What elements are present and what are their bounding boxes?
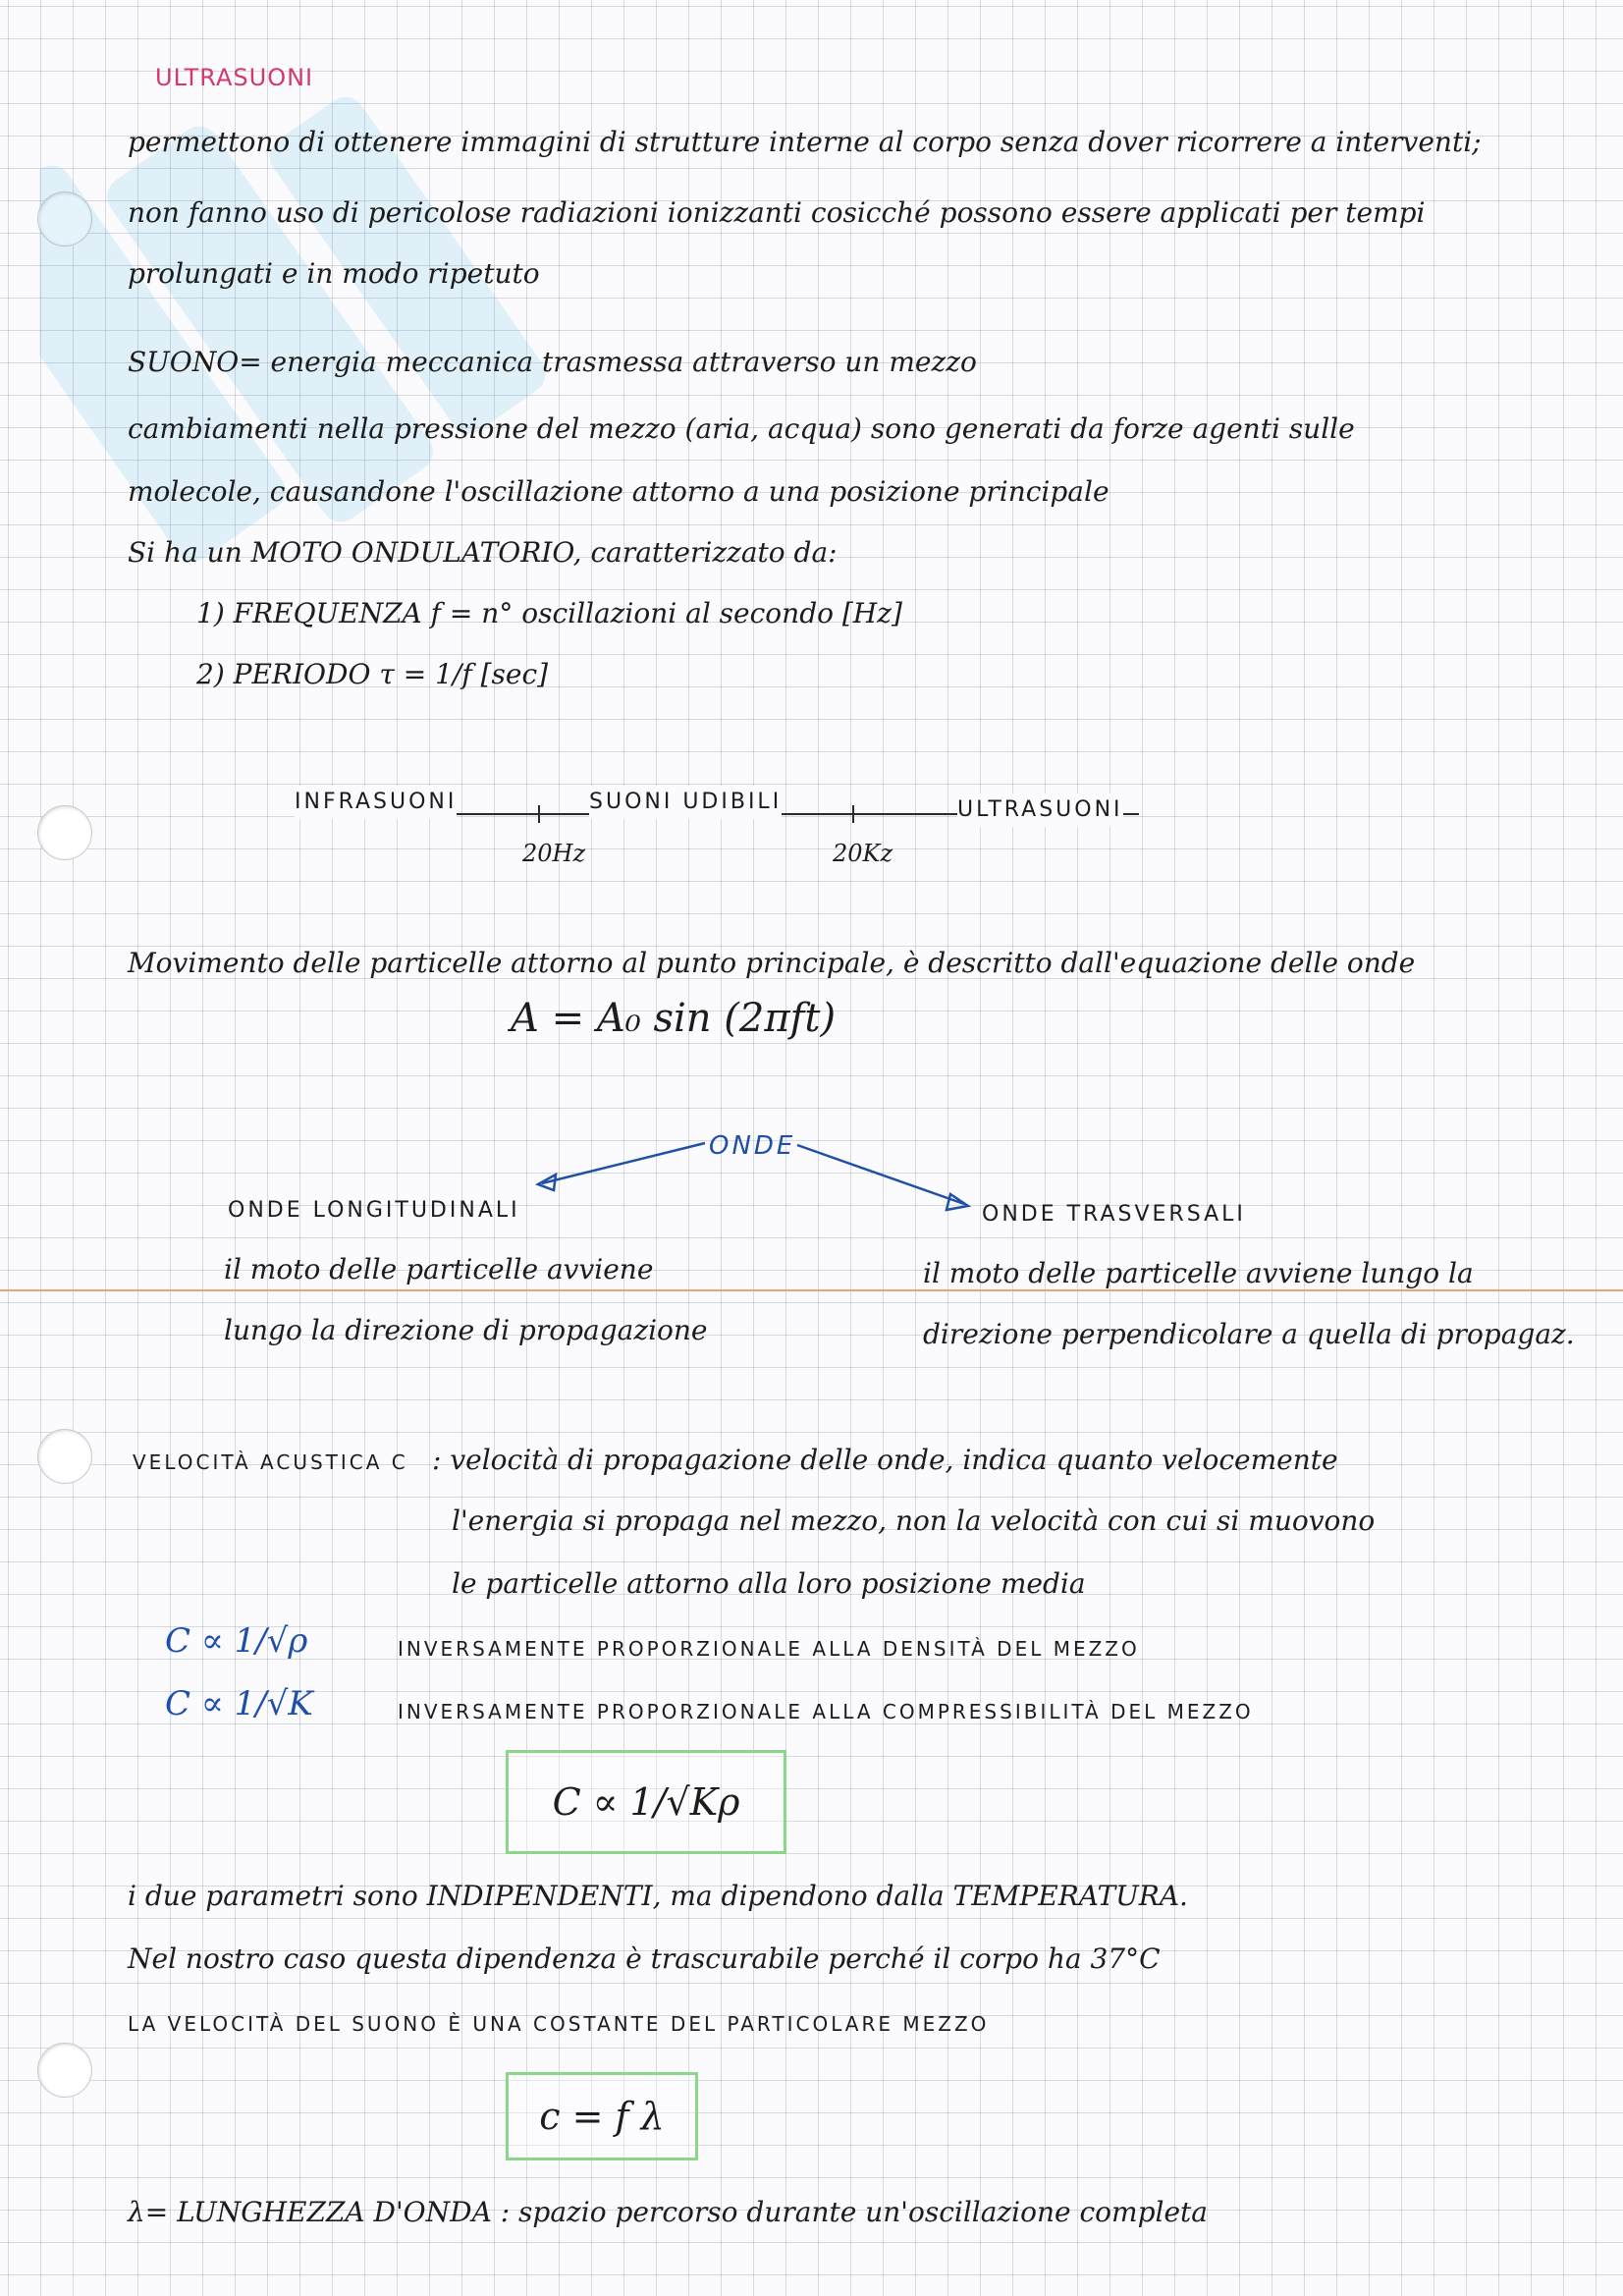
params-line-2: Nel nostro caso questa dipendenza è trascurabile perché il corpo ha 37°C — [128, 1942, 1161, 1975]
velocity-desc-3: le particelle attorno alla loro posizione media — [452, 1567, 1086, 1600]
intro-line-1: permettono di ottenere immagini di strutture interne al corpo senza dover ricorrere a interventi; — [128, 126, 1482, 158]
longitudinal-line-2: lungo la direzione di propagazione — [224, 1314, 708, 1346]
sound-line-3: molecole, causandone l'oscillazione attorno a una posizione principale — [128, 475, 1109, 508]
wavelength-formula-box: c = f λ — [506, 2072, 698, 2160]
transversal-line-2: direzione perpendicolare a quella di propagaz. — [923, 1318, 1575, 1350]
period-item: 2) PERIODO τ = 1/f [sec] — [196, 658, 549, 690]
params-line-3: LA VELOCITÀ DEL SUONO È UNA COSTANTE DEL PARTICOLARE MEZZO — [128, 2012, 990, 2036]
sound-definition: SUONO= energia meccanica trasmessa attraverso un mezzo — [128, 346, 977, 378]
velocity-formula-box: C ∝ 1/√Kρ — [506, 1750, 786, 1854]
intro-line-3: prolungati e in modo ripetuto — [128, 257, 540, 290]
params-line-1: i due parametri sono INDIPENDENTI, ma dipendono dalla TEMPERATURA. — [128, 1880, 1188, 1912]
wave-equation: A = A₀ sin (2πft) — [511, 996, 837, 1041]
compressibility-proportion: C ∝ 1/√K — [165, 1684, 313, 1723]
density-proportion-text: INVERSAMENTE PROPORZIONALE ALLA DENSITÀ DEL MEZZO — [398, 1637, 1140, 1661]
density-proportion: C ∝ 1/√ρ — [165, 1621, 308, 1661]
sound-line-2: cambiamenti nella pressione del mezzo (aria, acqua) sono generati da forze agenti sulle — [128, 412, 1355, 445]
velocity-label: VELOCITÀ ACUSTICA C — [133, 1450, 408, 1474]
spectrum-infrasound: INFRASUONI — [295, 786, 457, 819]
transversal-title: ONDE TRASVERSALI — [982, 1202, 1246, 1227]
transversal-line-1: il moto delle particelle avviene lungo la — [923, 1257, 1474, 1289]
waves-root-label: ONDE — [709, 1131, 796, 1161]
spectrum-ultrasound: ULTRASUONI — [957, 793, 1123, 827]
intro-line-2: non fanno uso di pericolose radiazioni ionizzanti cosicché possono essere applicati per tempi — [128, 196, 1426, 229]
spectrum-high-label: 20Kz — [833, 840, 893, 867]
motion-description: Movimento delle particelle attorno al punto principale, è descritto dall'equazione delle onde — [128, 947, 1416, 979]
wavelength-definition: λ= LUNGHEZZA D'ONDA : spazio percorso durante un'oscillazione completa — [128, 2196, 1208, 2228]
sound-line-4: Si ha un MOTO ONDULATORIO, caratterizzato da: — [128, 536, 838, 569]
frequency-item: 1) FREQUENZA f = n° oscillazioni al secondo [Hz] — [196, 597, 902, 629]
page-title: ULTRASUONI — [155, 64, 314, 91]
longitudinal-line-1: il moto delle particelle avviene — [224, 1253, 654, 1285]
compressibility-proportion-text: INVERSAMENTE PROPORZIONALE ALLA COMPRESSIBILITÀ DEL MEZZO — [398, 1700, 1254, 1723]
velocity-desc-2: l'energia si propaga nel mezzo, non la velocità con cui si muovono — [452, 1504, 1376, 1537]
spectrum-low-label: 20Hz — [522, 840, 586, 867]
longitudinal-title: ONDE LONGITUDINALI — [228, 1198, 520, 1223]
spectrum-audible: SUONI UDIBILI — [589, 786, 782, 819]
velocity-desc-1: : velocità di propagazione delle onde, indica quanto velocemente — [432, 1444, 1338, 1476]
